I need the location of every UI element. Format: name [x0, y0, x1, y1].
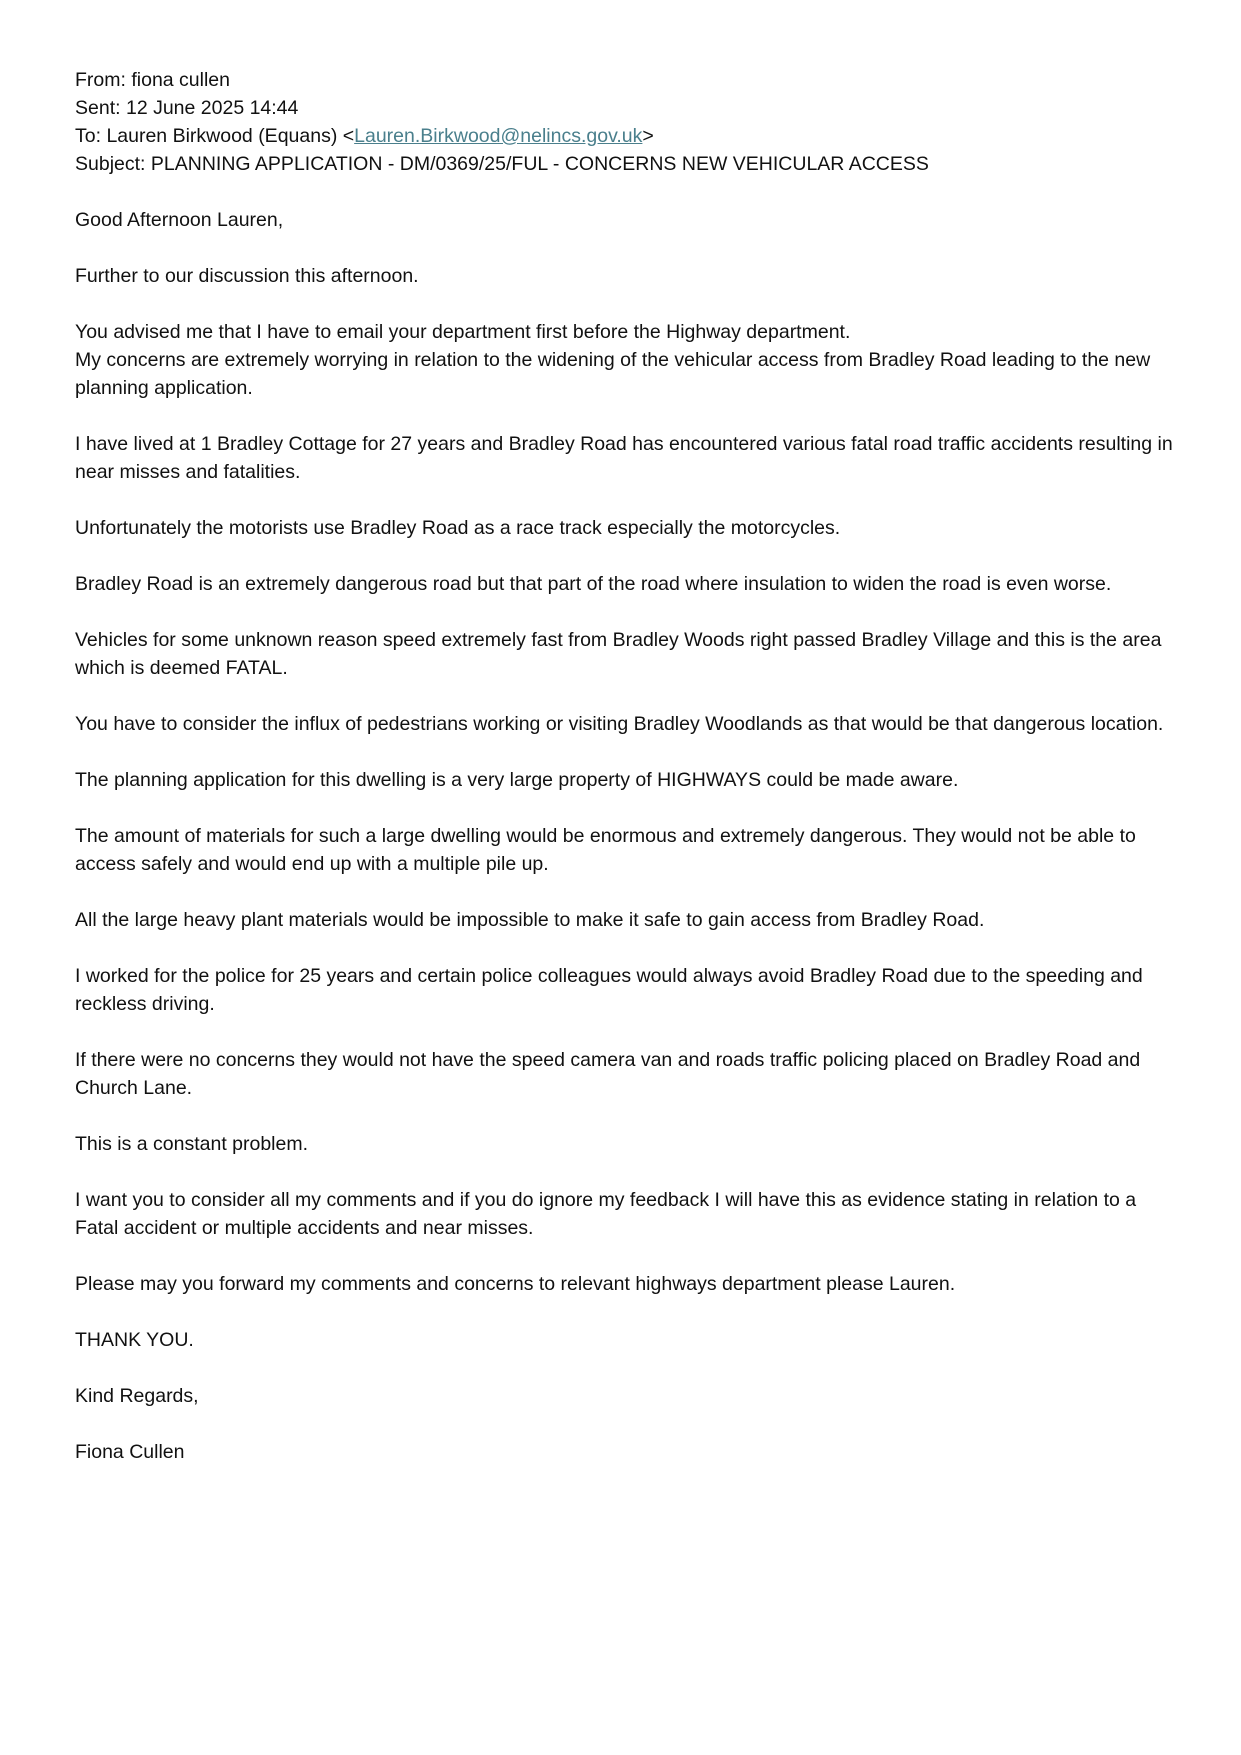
subject-label: Subject: [75, 153, 146, 175]
paragraph-heavy-plant: All the large heavy plant materials would be impossible to make it safe to gain access from Bradley Road. [75, 909, 985, 931]
paragraph-race-track: Unfortunately the motorists use Bradley Road as a race track especially the motorcycles. [75, 517, 841, 539]
email-body [75, 206, 1175, 1466]
paragraph-constant-problem: This is a constant problem. [75, 1133, 309, 1155]
paragraph-dangerous-road: Bradley Road is an extremely dangerous road but that part of the road where insulation to widen the road is even worse. [75, 573, 1112, 595]
thank-you: THANK YOU. [75, 1329, 194, 1351]
paragraph-advised: You advised me that I have to email your department first before the Highway department. [75, 321, 851, 343]
sent-label: Sent: [75, 97, 121, 119]
paragraph-concerns: My concerns are extremely worrying in relation to the widening of the vehicular access from Bradley Road leading to the new planning application. [75, 349, 1151, 399]
paragraph-forward: Please may you forward my comments and concerns to relevant highways department please Lauren. [75, 1273, 956, 1295]
greeting: Good Afternoon Lauren, [75, 209, 284, 231]
signature-name: Fiona Cullen [75, 1441, 185, 1463]
paragraph-speed: Vehicles for some unknown reason speed extremely fast from Bradley Woods right passed Bradley Village and this is the area which is deemed FATAL. [75, 629, 1162, 679]
paragraph-materials: The amount of materials for such a large dwelling would be enormous and extremely dangerous. They would not be able to access safely and would end up with a multiple pile up. [75, 825, 1136, 875]
email-document [75, 66, 1175, 1466]
paragraph-pedestrians: You have to consider the influx of pedestrians working or visiting Bradley Woodlands as that would be that dangerous location. [75, 713, 1164, 735]
from-label: From: [75, 69, 126, 91]
paragraph-planning: The planning application for this dwelling is a very large property of HIGHWAYS could be made aware. [75, 769, 959, 791]
to-name: Lauren Birkwood (Equans) [106, 125, 338, 147]
paragraph-evidence: I want you to consider all my comments and if you do ignore my feedback I will have this as evidence stating in relation to a Fatal accident or multiple accidents and near misses. [75, 1189, 1137, 1239]
from-value: fiona cullen [131, 69, 230, 91]
from-line [75, 66, 1175, 94]
paragraph-discussion: Further to our discussion this afternoon. [75, 265, 419, 287]
sent-value: 12 June 2025 14:44 [125, 97, 299, 119]
paragraph-police: I worked for the police for 25 years and certain police colleagues would always avoid Bradley Road due to the speeding and reckless driving. [75, 965, 1143, 1015]
email-header [75, 66, 1175, 178]
sign-off: Kind Regards, [75, 1385, 199, 1407]
to-line [75, 122, 1175, 150]
subject-value: PLANNING APPLICATION - DM/0369/25/FUL - CONCERNS NEW VEHICULAR ACCESS [150, 153, 929, 175]
paragraph-lived: I have lived at 1 Bradley Cottage for 27 years and Bradley Road has encountered various fatal road traffic accidents resulting in near misses and fatalities. [75, 433, 1173, 483]
to-close-bracket: > [642, 125, 654, 147]
recipient-email-link[interactable]: Lauren.Birkwood@nelincs.gov.uk [354, 125, 643, 147]
to-open-bracket: < [342, 125, 355, 147]
subject-line [75, 150, 1175, 178]
sent-line [75, 94, 1175, 122]
to-label: To: [75, 125, 102, 147]
paragraph-speed-camera: If there were no concerns they would not have the speed camera van and roads traffic policing placed on Bradley Road and Church Lane. [75, 1049, 1141, 1099]
